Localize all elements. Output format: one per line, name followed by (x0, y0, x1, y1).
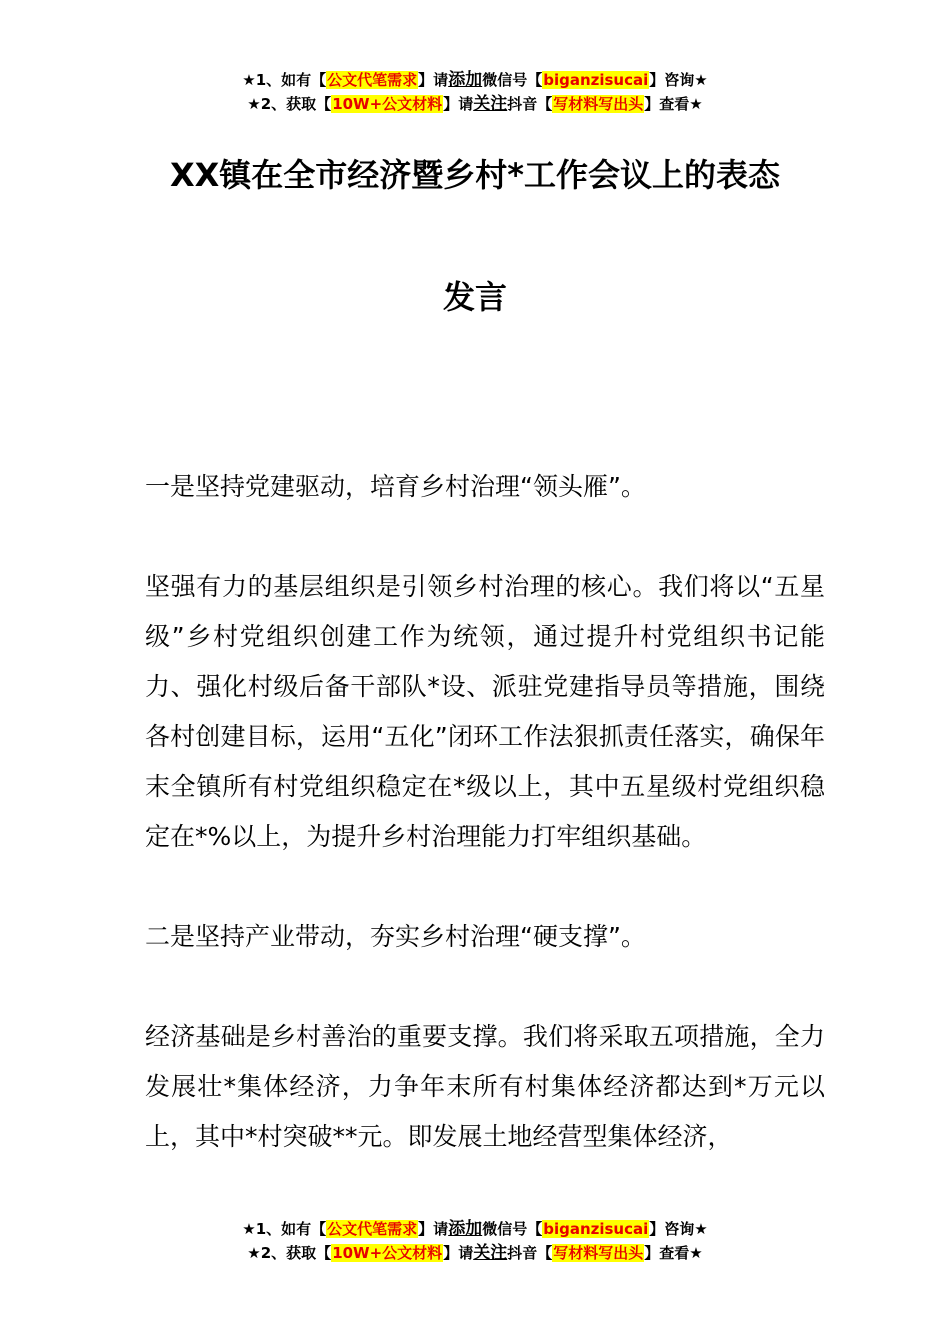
banner-text: 】查看★ (644, 1244, 703, 1262)
banner-text: 】咨询★ (649, 1220, 708, 1238)
banner-line-2 (0, 92, 950, 116)
banner-highlight: 写材料写出头 (553, 95, 644, 113)
body-paragraph-2: 经济基础是乡村善治的重要支撑。我们将采取五项措施，全力发展壮*集体经济，力争年末所有村集体经济都达到*万元以上，其中*村突破**元。即发展土地经营型集体经济， (145, 1022, 825, 1151)
banner-text: 抖音【 (507, 95, 553, 113)
banner-text: 】请 (443, 1244, 474, 1262)
section-heading-1: 一是坚持党建驱动，培育乡村治理“领头雁”。 (145, 472, 646, 501)
document-title-line-2: 发言 (442, 278, 507, 316)
banner-highlight: 写材料写出头 (553, 1244, 644, 1262)
banner-text: 抖音【 (507, 1244, 553, 1262)
document-title-line-1: XX镇在全市经济暨乡村*工作会议上的表态 (169, 156, 781, 194)
banner-text: ★2、获取【 (247, 1244, 332, 1262)
banner-underlined-text: 关注 (473, 94, 508, 114)
banner-text: 】咨询★ (649, 71, 708, 89)
banner-underlined-text: 添加 (448, 70, 483, 90)
banner-text: 微信号【 (482, 1220, 543, 1238)
footer-line-2 (0, 1241, 950, 1265)
header-banner (0, 68, 950, 116)
banner-line-1 (0, 68, 950, 92)
section-heading-2: 二是坚持产业带动，夯实乡村治理“硬支撑”。 (145, 922, 646, 951)
document-body (145, 462, 825, 1212)
banner-text: ★2、获取【 (247, 95, 332, 113)
banner-highlight: biganzisucai (543, 1220, 649, 1238)
banner-text: 】请 (418, 1220, 449, 1238)
banner-text: 微信号【 (482, 71, 543, 89)
banner-highlight: 10W+公文材料 (332, 1244, 443, 1262)
banner-underlined-text: 关注 (473, 1243, 508, 1263)
banner-highlight: 公文代笔需求 (327, 1220, 418, 1238)
footer-banner (0, 1217, 950, 1265)
banner-highlight: 公文代笔需求 (327, 71, 418, 89)
footer-line-1 (0, 1217, 950, 1241)
banner-text: ★1、如有【 (242, 71, 327, 89)
body-paragraph-1: 坚强有力的基层组织是引领乡村治理的核心。我们将以“五星级”乡村党组织创建工作为统领，通过提升村党组织书记能力、强化村级后备干部队*设、派驻党建指导员等措施，围绕各村创建目标，运用“五化”闭环工作法狠抓责任落实，确保年末全镇所有村党组织稳定在*级以上，其中五星级村党组织稳定在*%以上，为提升乡村治理能力打牢组织基础。 (145, 572, 825, 851)
banner-underlined-text: 添加 (448, 1219, 483, 1239)
banner-text: ★1、如有【 (242, 1220, 327, 1238)
banner-text: 】查看★ (644, 95, 703, 113)
banner-text: 】请 (443, 95, 474, 113)
banner-highlight: 10W+公文材料 (332, 95, 443, 113)
banner-highlight: biganzisucai (543, 71, 649, 89)
banner-text: 】请 (418, 71, 449, 89)
